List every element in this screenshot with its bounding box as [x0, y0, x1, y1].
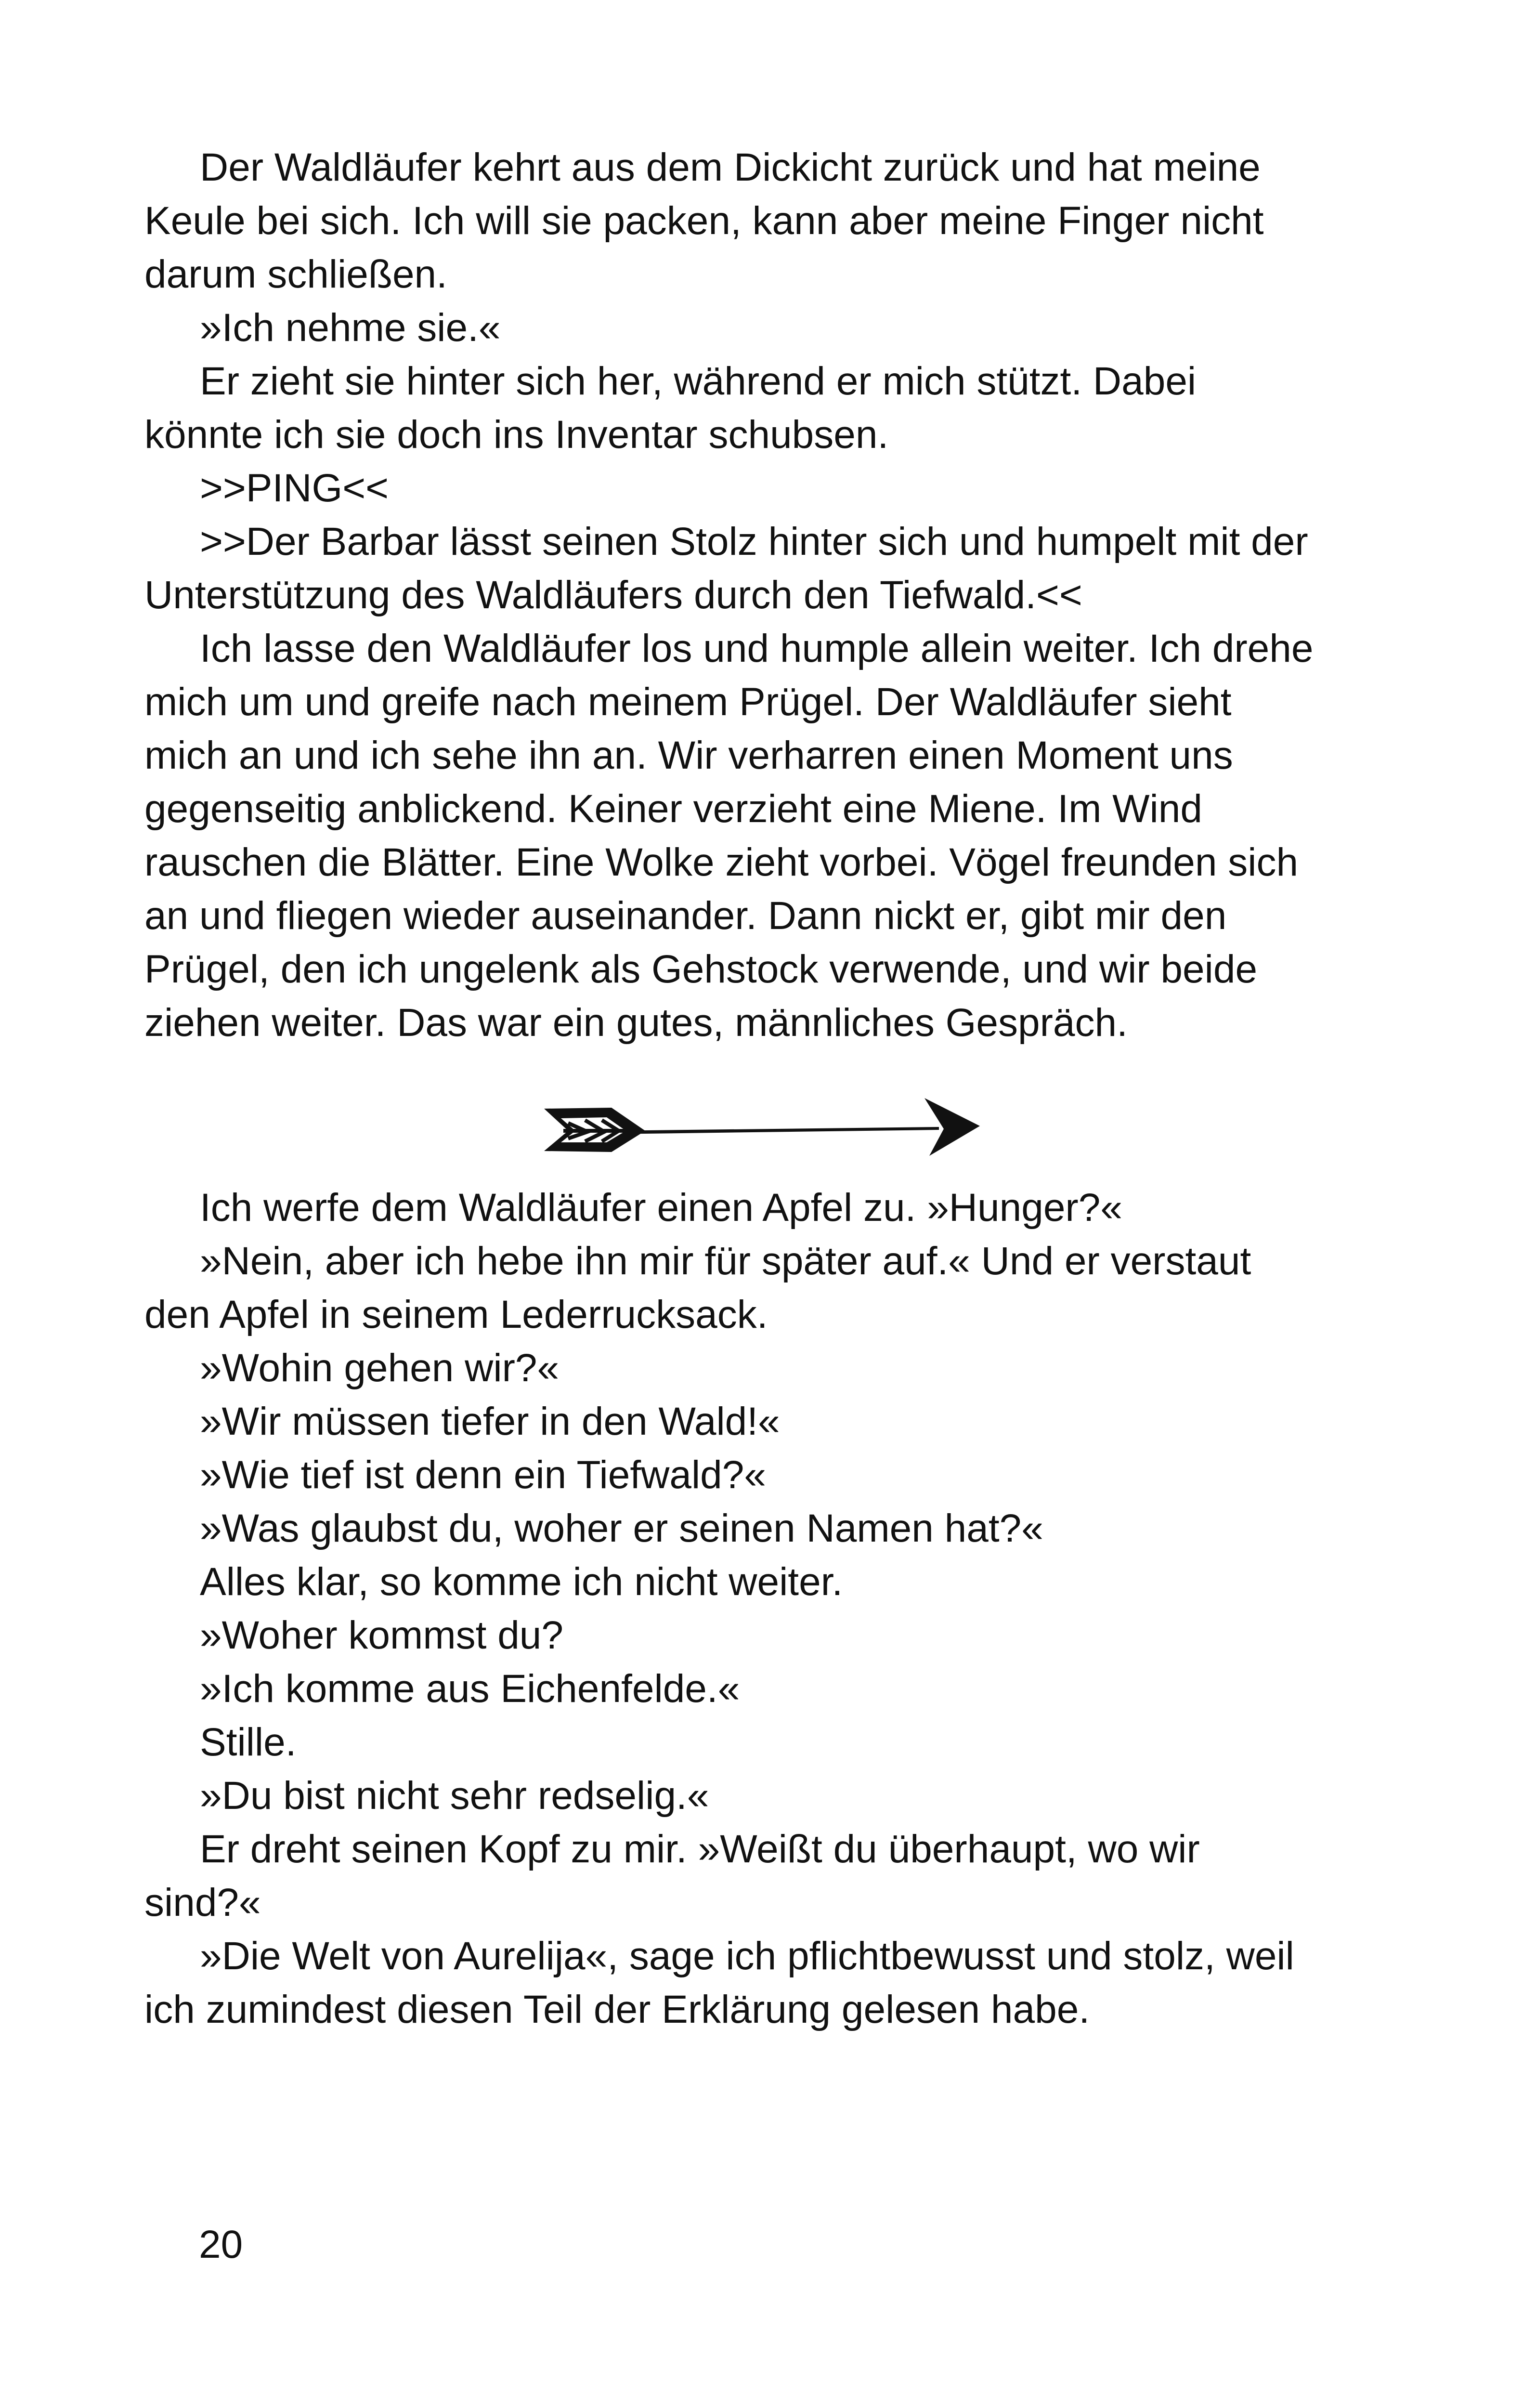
paragraph: »Was glaubst du, woher er seinen Namen hat?«	[200, 1506, 1043, 1550]
paragraph: Stille.	[200, 1720, 297, 1764]
paragraph: »Ich komme aus Eichenfelde.«	[200, 1667, 740, 1711]
paragraph: »Die Welt von Aurelija«, sage ich pflichtbewusst und stolz, weil ich zumindest diesen Teil der Erklärung gelesen habe.	[144, 1934, 1294, 2031]
paragraph: Er dreht seinen Kopf zu mir. »Weißt du überhaupt, wo wir sind?«	[144, 1827, 1200, 1924]
paragraph: »Wie tief ist denn ein Tiefwald?«	[200, 1453, 766, 1497]
paragraph: »Woher kommst du?	[200, 1613, 564, 1657]
paragraph: Ich werfe dem Waldläufer einen Apfel zu. »Hunger?«	[200, 1186, 1122, 1230]
paragraph: »Ich nehme sie.«	[200, 306, 501, 350]
paragraph: Alles klar, so komme ich nicht weiter.	[200, 1560, 843, 1604]
paragraph: »Wir müssen tiefer in den Wald!«	[200, 1400, 780, 1443]
page-number: 20	[199, 2223, 243, 2266]
paragraph: Ich lasse den Waldläufer los und humple allein weiter. Ich drehe mich um und greife nach meinem Prügel. Der Waldläufer sieht mich an und ich sehe ihn an. Wir verharren einen Moment uns gegenseitig anblickend. Keiner verzieht eine Miene. Im Wind rauschen die Blätter. Eine Wolke zieht vorbei. Vögel freunden sich an und fliegen wieder auseinander. Dann nickt er, gibt mir den Prügel, den ich ungelenk als Gehstock verwende, und wir beide ziehen weiter. Das war ein gutes, männliches Gespräch.	[144, 627, 1314, 1045]
paragraph: »Wohin gehen wir?«	[200, 1346, 560, 1390]
paragraph: Der Waldläufer kehrt aus dem Dickicht zurück und hat meine Keule bei sich. Ich will sie packen, kann aber meine Finger nicht darum schließen.	[144, 145, 1264, 296]
arrow-icon	[534, 1088, 992, 1170]
text-section-before-divider	[144, 141, 1319, 1049]
text-section-after-divider	[144, 1181, 1319, 2036]
paragraph: >>PING<<	[200, 466, 389, 510]
paragraph: Er zieht sie hinter sich her, während er mich stützt. Dabei könnte ich sie doch ins Inventar schubsen.	[144, 359, 1197, 457]
paragraph: »Du bist nicht sehr redselig.«	[200, 1774, 709, 1818]
paragraph: >>Der Barbar lässt seinen Stolz hinter sich und humpelt mit der Unterstützung des Waldläufers durch den Tiefwald.<<	[144, 520, 1308, 617]
paragraph: »Nein, aber ich hebe ihn mir für später auf.« Und er verstaut den Apfel in seinem Lederrucksack.	[144, 1239, 1251, 1336]
